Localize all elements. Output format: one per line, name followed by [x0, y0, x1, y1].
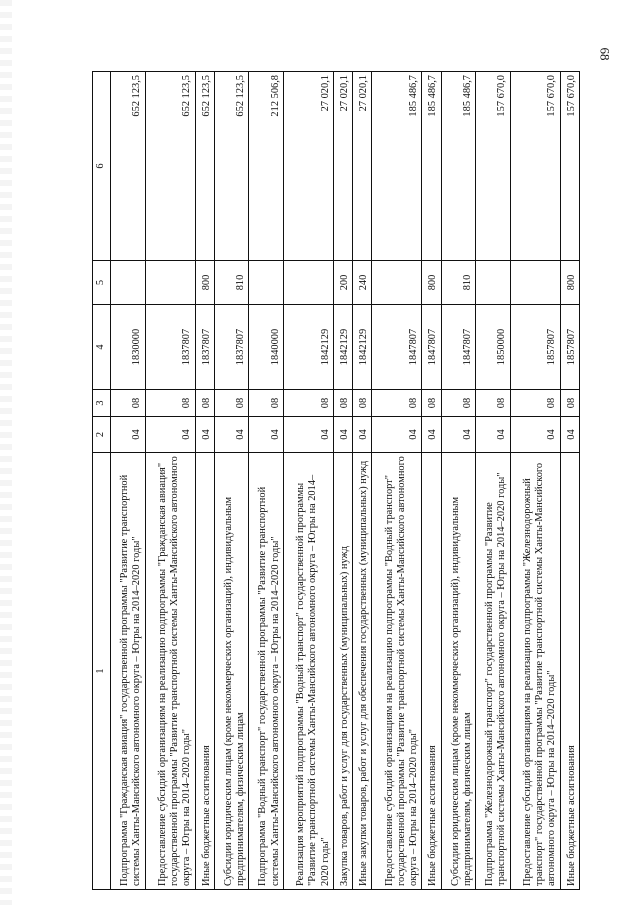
table-row [422, 72, 441, 890]
row-target-article: 1842129 [283, 305, 333, 390]
row-section: 04 [214, 417, 249, 453]
row-target-article: 1857807 [560, 305, 579, 390]
header-col-2: 2 [93, 417, 111, 453]
row-amount: 185 486,7 [422, 72, 441, 261]
row-expense-type: 800 [195, 261, 214, 305]
row-name: Иные бюджетные ассигнования [560, 453, 579, 890]
row-name: Иные закупки товаров, работ и услуг для обеспечения государственных (муниципальных) нужд [353, 453, 372, 890]
row-name: Закупка товаров, работ и услуг для государственных (муниципальных) нужд [333, 453, 352, 890]
row-subsection: 08 [249, 390, 284, 417]
row-subsection: 08 [510, 390, 560, 417]
row-name: Предоставление субсидий организациям на реализацию подпрограммы "Гражданская авиация" государственной программы "Развитие транспортной системы Ханты-Мансийского автономного округа – Югры на 2014–2020 годы" [145, 453, 195, 890]
table-row [249, 72, 284, 890]
table-row [560, 72, 579, 890]
table-row [333, 72, 352, 890]
table-row [283, 72, 333, 890]
table-row [145, 72, 195, 890]
table-row [441, 72, 476, 890]
row-amount: 652 123,5 [195, 72, 214, 261]
row-section: 04 [476, 417, 511, 453]
row-subsection: 08 [560, 390, 579, 417]
row-amount: 185 486,7 [372, 72, 422, 261]
row-amount: 157 670,0 [560, 72, 579, 261]
row-subsection: 08 [195, 390, 214, 417]
row-amount: 652 123,5 [145, 72, 195, 261]
table-row [195, 72, 214, 890]
row-target-article: 1847807 [372, 305, 422, 390]
row-subsection: 08 [372, 390, 422, 417]
row-section: 04 [560, 417, 579, 453]
row-target-article: 1837807 [214, 305, 249, 390]
row-name: Иные бюджетные ассигнования [195, 453, 214, 890]
row-name: Субсидии юридическим лицам (кроме некоммерческих организаций), индивидуальным предпринимателям, физическим лицам [214, 453, 249, 890]
row-amount: 212 506,8 [249, 72, 284, 261]
row-amount: 185 486,7 [441, 72, 476, 261]
row-target-article: 1842129 [333, 305, 352, 390]
table-row [476, 72, 511, 890]
row-name: Предоставление субсидий организациям на реализацию подпрограммы "Железнодорожный транспорт" государственной программы "Развитие транспортной системы Ханты-Мансийского автономного округа – Югры на 2014–2020 годы" [510, 453, 560, 890]
row-expense-type [283, 261, 333, 305]
row-target-article: 1857807 [510, 305, 560, 390]
row-subsection: 08 [214, 390, 249, 417]
header-col-3: 3 [93, 390, 111, 417]
row-target-article: 1842129 [353, 305, 372, 390]
row-expense-type [372, 261, 422, 305]
table-row [353, 72, 372, 890]
row-subsection: 08 [476, 390, 511, 417]
row-expense-type: 240 [353, 261, 372, 305]
row-amount: 652 123,5 [214, 72, 249, 261]
row-section: 04 [111, 417, 146, 453]
row-expense-type: 810 [441, 261, 476, 305]
row-section: 04 [249, 417, 284, 453]
row-subsection: 08 [422, 390, 441, 417]
row-section: 04 [441, 417, 476, 453]
row-amount: 157 670,0 [510, 72, 560, 261]
row-expense-type [145, 261, 195, 305]
row-section: 04 [333, 417, 352, 453]
row-expense-type [111, 261, 146, 305]
row-subsection: 08 [333, 390, 352, 417]
table-row [111, 72, 146, 890]
row-target-article: 1837807 [195, 305, 214, 390]
header-col-6: 6 [93, 72, 111, 261]
row-subsection: 08 [283, 390, 333, 417]
row-name: Иные бюджетные ассигнования [422, 453, 441, 890]
rotated-table-container [92, 72, 580, 890]
row-expense-type [476, 261, 511, 305]
row-target-article: 1840000 [249, 305, 284, 390]
row-section: 04 [510, 417, 560, 453]
row-subsection: 08 [111, 390, 146, 417]
row-subsection: 08 [145, 390, 195, 417]
row-name: Подпрограмма "Гражданская авиация" государственной программы "Развитие транспортной системы Ханты-Мансийского автономного округа – Югры на 2014–2020 годы" [111, 453, 146, 890]
row-target-article: 1847807 [441, 305, 476, 390]
row-name: Предоставление субсидий организациям на реализацию подпрограммы "Водный транспорт" государственной программы "Развитие транспортной системы Ханты-Мансийского автономного округа – Югры на 2014–2020 годы" [372, 453, 422, 890]
table-row [214, 72, 249, 890]
row-amount: 157 670,0 [476, 72, 511, 261]
row-target-article: 1847807 [422, 305, 441, 390]
page-number: 68 [597, 47, 613, 61]
header-col-1: 1 [93, 453, 111, 890]
row-target-article: 1837807 [145, 305, 195, 390]
row-subsection: 08 [353, 390, 372, 417]
table-row [510, 72, 560, 890]
row-name: Реализация мероприятий подпрограммы "Водный транспорт" государственной программы "Развитие транспортной системы Ханты-Мансийского автономного округа – Югры на 2014–2020 годы" [283, 453, 333, 890]
row-section: 04 [283, 417, 333, 453]
row-name: Подпрограмма "Водный транспорт" государственной программы "Развитие транспортной системы Ханты-Мансийского автономного округа – Югры на 2014–2020 годы" [249, 453, 284, 890]
row-expense-type: 800 [422, 261, 441, 305]
row-amount: 27 020,1 [333, 72, 352, 261]
row-amount: 27 020,1 [353, 72, 372, 261]
table-header-row [93, 72, 111, 890]
table-row [372, 72, 422, 890]
row-name: Субсидии юридическим лицам (кроме некоммерческих организаций), индивидуальным предпринимателям, физическим лицам [441, 453, 476, 890]
row-section: 04 [353, 417, 372, 453]
row-target-article: 1850000 [476, 305, 511, 390]
row-expense-type: 810 [214, 261, 249, 305]
budget-table-body [93, 72, 580, 890]
row-name: Подпрограмма "Железнодорожный транспорт" государственной программы "Развитие транспортной системы Ханты-Мансийского автономного округа – Югры на 2014–2020 годы" [476, 453, 511, 890]
header-col-5: 5 [93, 261, 111, 305]
row-section: 04 [372, 417, 422, 453]
row-amount: 652 123,5 [111, 72, 146, 261]
row-section: 04 [195, 417, 214, 453]
row-expense-type: 800 [560, 261, 579, 305]
document-page [92, 72, 580, 890]
row-target-article: 1830000 [111, 305, 146, 390]
row-amount: 27 020,1 [283, 72, 333, 261]
budget-table [92, 71, 580, 890]
header-col-4: 4 [93, 305, 111, 390]
row-expense-type [249, 261, 284, 305]
row-section: 04 [422, 417, 441, 453]
row-subsection: 08 [441, 390, 476, 417]
row-section: 04 [145, 417, 195, 453]
row-expense-type [510, 261, 560, 305]
scan-edge [0, 0, 12, 905]
row-expense-type: 200 [333, 261, 352, 305]
